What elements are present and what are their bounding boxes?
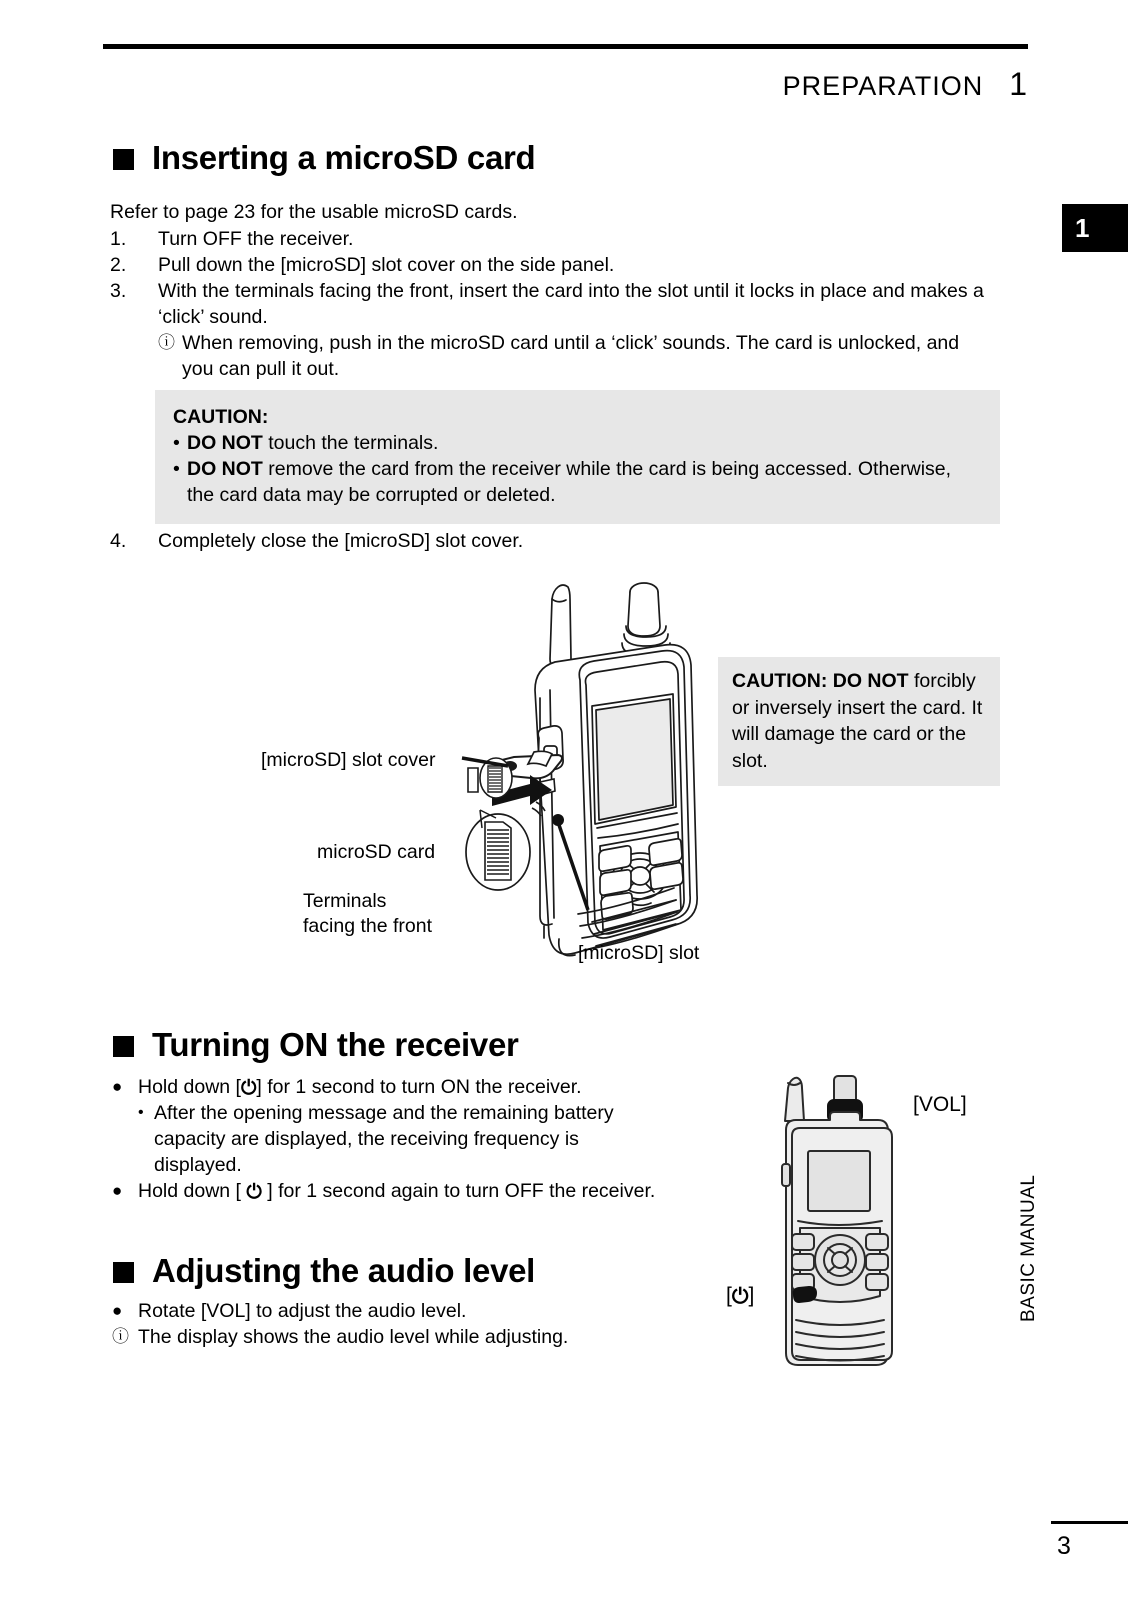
bullet-power-off-post: ] for 1 second again to turn OFF the receiver. [261, 1180, 656, 1202]
label-vol: [VOL] [913, 1093, 967, 1116]
turning-on-bullets [112, 1074, 672, 1204]
bullet-power-off-pre: Hold down [ [138, 1180, 247, 1202]
section-heading-inserting-microsd [113, 139, 535, 177]
chapter-title: PREPARATION [782, 71, 984, 101]
chapter-tab-number: 1 [1075, 212, 1090, 243]
label-slot-cover: [microSD] slot cover [261, 749, 436, 771]
info-circle-icon-2: ⓘ [112, 1327, 129, 1346]
note-audio-level [112, 1324, 672, 1350]
step-1-text: Turn OFF the receiver. [158, 228, 354, 250]
caution-item-1-text [187, 430, 982, 456]
bullet-rotate-vol [112, 1298, 672, 1324]
label-microsd-slot: [microSD] slot [578, 942, 700, 964]
power-icon-3: ⏻ [731, 1285, 749, 1308]
chapter-number: 1 [1009, 66, 1028, 102]
info-circle-icon: ⓘ [158, 333, 175, 352]
caution-item-1-rest: touch the terminals. [262, 432, 439, 454]
caution-bullet-icon: • [173, 432, 180, 454]
page-header [783, 66, 1028, 103]
caution-item-2-rest: remove the card from the receiver while the card is being accessed. Otherwise, the card data may be corrupted or deleted. [187, 458, 952, 506]
label-terminals: Terminals facing the front [303, 890, 432, 937]
section-heading-label-3: Adjusting the audio level [152, 1252, 536, 1289]
caution-title: CAUTION: [173, 406, 269, 428]
figure-receiver-front [770, 1068, 930, 1378]
caution-item-2-text [187, 456, 982, 508]
power-icon-2: ⏻ [246, 1181, 262, 1203]
bullet-dot-icon-2: ● [112, 1181, 123, 1200]
bullet-power-on-post: ] for 1 second to turn ON the receiver. [256, 1076, 582, 1098]
header-rule [103, 44, 1028, 49]
step-2-text: Pull down the [microSD] slot cover on the side panel. [158, 254, 615, 276]
square-bullet-icon-3 [113, 1262, 134, 1283]
caution-box [155, 390, 1000, 524]
step-2-marker: 2. [110, 254, 127, 276]
chapter-tab [1062, 204, 1128, 252]
step-4-text: Completely close the [microSD] slot cover. [158, 530, 524, 552]
caution-item-2-strong: DO NOT [187, 458, 263, 480]
caution-item-2 [173, 456, 982, 508]
note-audio-level-text: The display shows the audio level while adjusting. [138, 1326, 569, 1348]
sub-bullet-opening-message [138, 1100, 672, 1178]
bullet-power-on-pre: Hold down [ [138, 1076, 241, 1098]
section-heading-label: Inserting a microSD card [152, 139, 536, 176]
caution-bullet-icon-2: • [173, 458, 180, 480]
section-heading-adjusting-audio [113, 1252, 535, 1290]
sub-bullet-opening-message-text: After the opening message and the remaining battery capacity are displayed, the receiving frequency is displayed. [154, 1102, 614, 1176]
step-3-marker: 3. [110, 280, 127, 302]
caution-item-1-strong: DO NOT [187, 432, 263, 454]
bullet-power-off-text [138, 1178, 672, 1204]
numbered-steps [110, 226, 990, 382]
step-3-note-text: When removing, push in the microSD card until a ‘click’ sounds. The card is unlocked, and you can pull it out. [182, 332, 960, 380]
figure-caution-strong: CAUTION: DO NOT [732, 670, 909, 692]
bullet-rotate-vol-text: Rotate [VOL] to adjust the audio level. [138, 1300, 467, 1322]
step-4-marker: 4. [110, 530, 127, 552]
step-3 [110, 278, 990, 330]
figure-caution-rest: forcibly or inversely insert the card. It will damage the card or the slot. [732, 670, 983, 772]
receiver-front-illustration [770, 1068, 930, 1378]
caution-item-1 [173, 430, 982, 456]
step-1 [110, 226, 990, 252]
sub-bullet-dot-icon: • [138, 1104, 144, 1121]
manual-name-vertical: BASIC MANUAL [1018, 1174, 1039, 1322]
page-number: 3 [1057, 1532, 1071, 1560]
numbered-steps-continued [110, 528, 990, 554]
label-microsd-card: microSD card [317, 841, 436, 863]
figure-caution-box [718, 657, 1000, 786]
square-bullet-icon-2 [113, 1036, 134, 1057]
microsd-terminals-detail [466, 810, 530, 890]
adjusting-audio-bullets [112, 1298, 672, 1350]
section-heading-turning-on [113, 1026, 519, 1064]
leader-dot-slot [552, 814, 564, 826]
section-heading-label-2: Turning ON the receiver [152, 1026, 519, 1063]
bullet-dot-icon-3: ● [112, 1301, 123, 1320]
bullet-power-on-text [138, 1074, 672, 1100]
step-3-note [158, 330, 990, 382]
step-2 [110, 252, 990, 278]
bullet-dot-icon: ● [112, 1077, 123, 1096]
label-power [726, 1283, 754, 1308]
label-power-right-bracket: ] [748, 1284, 755, 1307]
bullet-power-on [112, 1074, 672, 1100]
label-power-left-bracket: [ [726, 1284, 732, 1307]
step-4 [110, 528, 990, 554]
intro-text: Refer to page 23 for the usable microSD cards. [110, 201, 518, 223]
step-1-marker: 1. [110, 228, 127, 250]
square-bullet-icon [113, 149, 134, 170]
footer-rule [1051, 1521, 1128, 1524]
step-3-text: With the terminals facing the front, insert the card into the slot until it locks in place and makes a ‘click’ sound. [158, 280, 984, 328]
bullet-power-off [112, 1178, 672, 1204]
power-icon: ⏻ [240, 1077, 257, 1099]
